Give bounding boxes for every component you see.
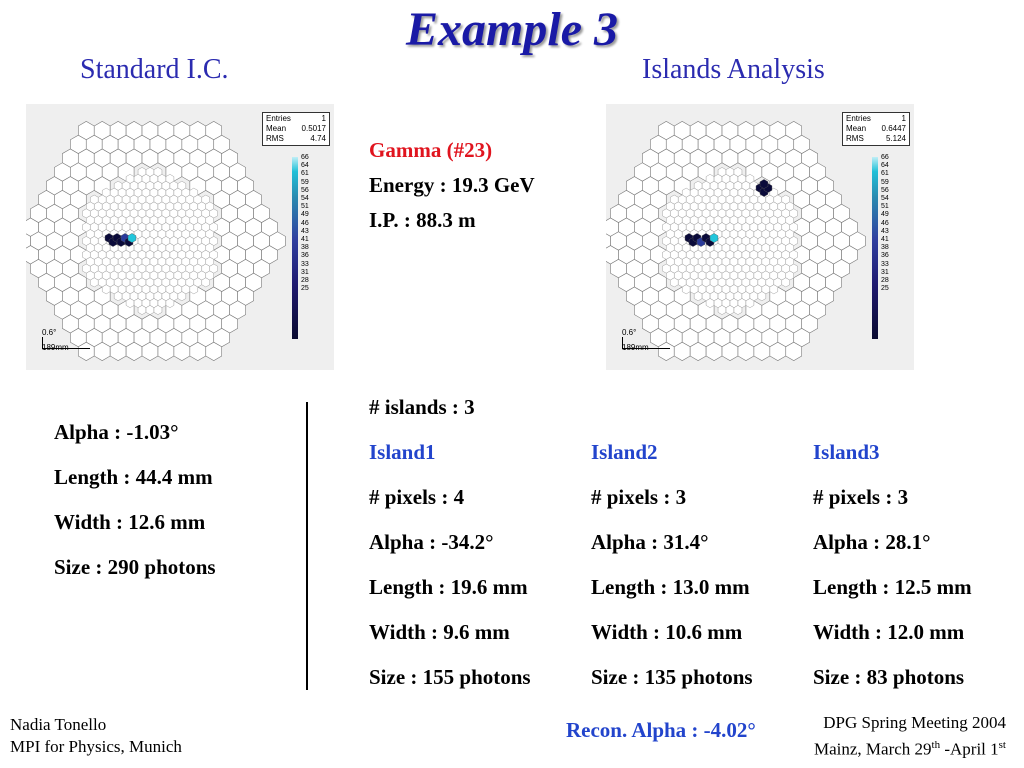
colorbar-tick-label: 51 — [301, 203, 309, 211]
colorbar-tick-label: 28 — [881, 277, 889, 285]
islands-analysis-header: Islands Analysis — [642, 54, 825, 85]
colorbar-tick-label: 33 — [881, 260, 889, 268]
impact-parameter-label: I.P. : 88.3 m — [369, 208, 476, 232]
meeting-name: DPG Spring Meeting 2004 — [823, 713, 1006, 732]
hit-pixel — [760, 179, 768, 188]
hit-pixel — [710, 233, 718, 242]
divider-line — [306, 402, 308, 690]
colorbar-tick-label: 46 — [301, 219, 309, 227]
colorbar-tick-label: 66 — [301, 154, 309, 161]
colorbar-tick-label: 56 — [881, 186, 889, 194]
colorbar-tick-label: 64 — [301, 162, 309, 170]
colorbar-tick-label: 43 — [881, 227, 889, 235]
footer-author-block — [10, 714, 182, 758]
colorbar-tick-label: 28 — [301, 277, 309, 285]
island-name: Island2 — [591, 440, 658, 464]
standard-length: Length : 44.4 mm — [54, 465, 213, 489]
colorbar-tick-label: 38 — [881, 244, 889, 252]
island-alpha: Alpha : 28.1° — [813, 530, 931, 554]
standard-camera-plot — [26, 104, 334, 370]
colorbar-tick-label: 36 — [301, 252, 309, 260]
colorbar-tick-label: 31 — [881, 268, 889, 276]
hit-pixel — [128, 233, 136, 242]
colorbar-tick-label: 56 — [301, 186, 309, 194]
colorbar-tick-label: 54 — [881, 195, 889, 203]
colorbar-tick-label: 49 — [881, 211, 889, 219]
standard-size: Size : 290 photons — [54, 555, 216, 579]
colorbar — [872, 157, 878, 339]
standard-ic-header: Standard I.C. — [80, 54, 229, 85]
scale-bar: 0.6° — [622, 328, 649, 352]
colorbar-tick-label: 54 — [301, 195, 309, 203]
colorbar-tick-label: 51 — [881, 203, 889, 211]
colorbar-tick-label: 61 — [301, 170, 309, 178]
author-name: Nadia Tonello — [10, 715, 107, 734]
island-size: Size : 155 photons — [369, 665, 531, 689]
colorbar-tick-label: 43 — [301, 227, 309, 235]
camera-pixels — [606, 121, 865, 360]
island-length: Length : 19.6 mm — [369, 575, 528, 599]
colorbar-tick-label: 61 — [881, 170, 889, 178]
island-size: Size : 83 photons — [813, 665, 965, 689]
island-pixels: # pixels : 3 — [813, 485, 909, 509]
island-size: Size : 135 photons — [591, 665, 753, 689]
camera-pixels — [26, 121, 285, 360]
island-name: Island1 — [369, 440, 436, 464]
colorbar-tick-label: 36 — [881, 252, 889, 260]
colorbar-tick-label: 33 — [301, 260, 309, 268]
institute-name: MPI for Physics, Munich — [10, 737, 182, 756]
stats-box: Entries 1 Mean 0.6447 RMS 5.124 — [842, 112, 910, 146]
islands-camera-plot — [606, 104, 914, 370]
islands-count: # islands : 3 — [369, 395, 475, 419]
colorbar-tick-label: 64 — [881, 162, 889, 170]
colorbar-tick-label: 66 — [881, 154, 889, 161]
standard-alpha: Alpha : -1.03° — [54, 420, 179, 444]
colorbar-tick-label: 25 — [881, 285, 889, 293]
colorbar-tick-label: 49 — [301, 211, 309, 219]
recon-alpha: Recon. Alpha : -4.02° — [566, 718, 756, 742]
colorbar — [292, 157, 298, 339]
colorbar-tick-label: 25 — [301, 285, 309, 293]
island-pixels: # pixels : 3 — [591, 485, 687, 509]
energy-label: Energy : 19.3 GeV — [369, 173, 535, 197]
colorbar-tick-label: 59 — [881, 178, 889, 186]
island-length: Length : 12.5 mm — [813, 575, 972, 599]
island-width: Width : 12.0 mm — [813, 620, 965, 644]
meeting-location: Mainz, March 29th -April 1st — [813, 739, 1006, 759]
island-length: Length : 13.0 mm — [591, 575, 750, 599]
colorbar-labels — [301, 154, 309, 293]
slide-title: Example 3 — [406, 3, 618, 56]
island-alpha: Alpha : -34.2° — [369, 530, 494, 554]
island-width: Width : 9.6 mm — [369, 620, 510, 644]
colorbar-tick-label: 59 — [301, 178, 309, 186]
colorbar-labels — [881, 154, 889, 293]
island-pixels: # pixels : 4 — [369, 485, 465, 509]
island-width: Width : 10.6 mm — [591, 620, 743, 644]
colorbar-tick-label: 41 — [301, 236, 309, 244]
island-alpha: Alpha : 31.4° — [591, 530, 709, 554]
island-column-3 — [813, 440, 972, 710]
colorbar-tick-label: 41 — [881, 236, 889, 244]
scale-bar: 0.6° — [42, 328, 69, 352]
footer-meeting-block — [814, 712, 1006, 761]
colorbar-tick-label: 46 — [881, 219, 889, 227]
island-column-2 — [591, 440, 753, 710]
stats-box: Entries 1 Mean 0.5017 RMS 4.74 — [262, 112, 330, 146]
colorbar-tick-label: 31 — [301, 268, 309, 276]
island-name: Island3 — [813, 440, 880, 464]
standard-width: Width : 12.6 mm — [54, 510, 206, 534]
colorbar-tick-label: 38 — [301, 244, 309, 252]
island-column-1 — [369, 440, 531, 710]
particle-label: Gamma (#23) — [369, 138, 493, 162]
